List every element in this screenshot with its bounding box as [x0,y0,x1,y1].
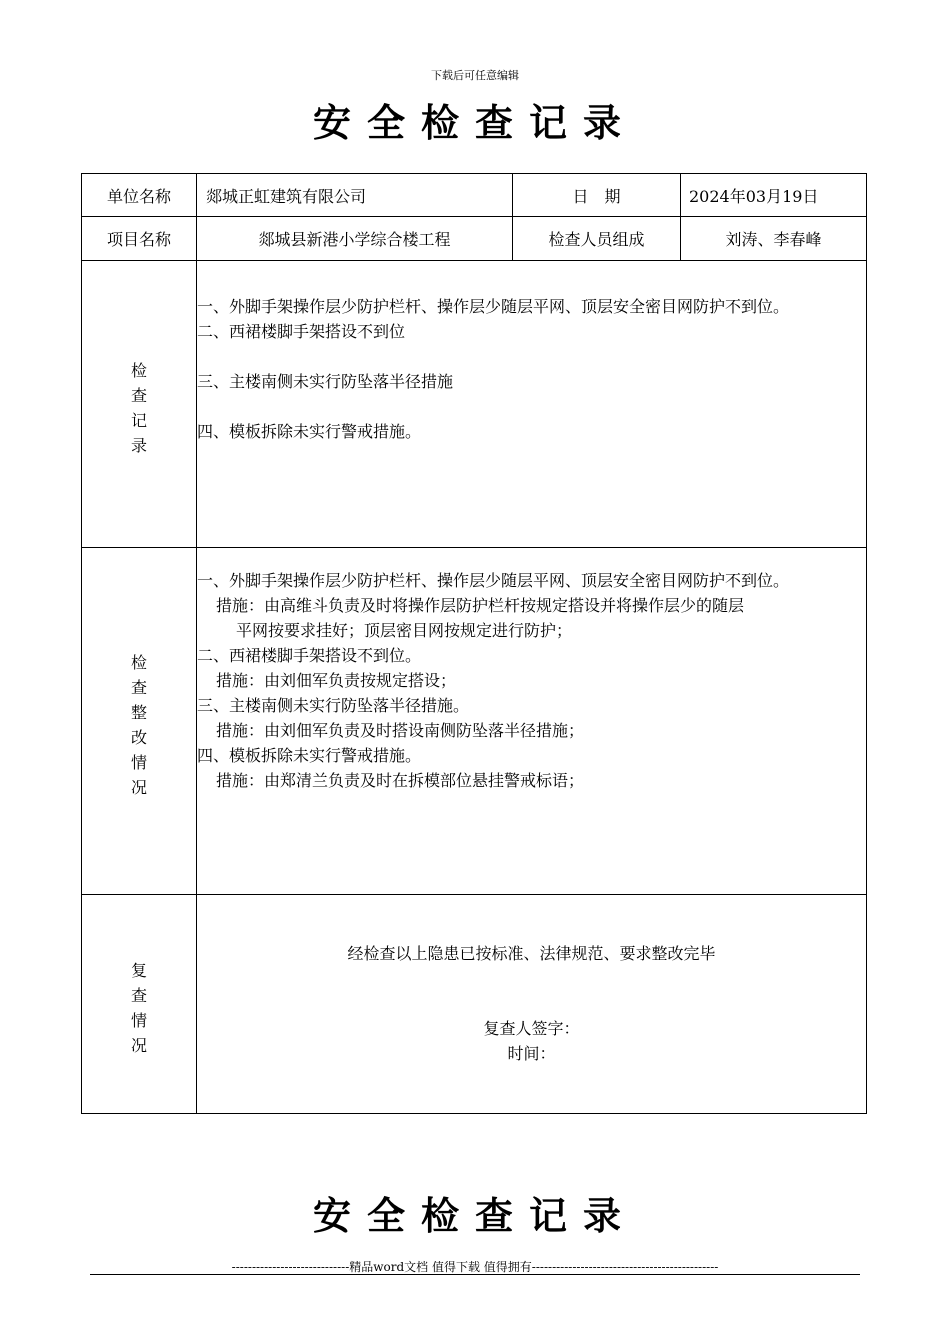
rectify-measure: 措施：由郑清兰负责及时在拆模部位悬挂警戒标语； [216,771,585,790]
unit-label: 单位名称 [82,174,197,217]
review-label: 复 查 情 况 [82,895,197,1114]
record-item: 二、西裙楼脚手架搭设不到位 [197,322,406,341]
rectify-measure: 措施：由高维斗负责及时将操作层防护栏杆按规定搭设并将操作层少的随层 平网按要求挂好；顶层密目网按规定进行防护； [216,596,745,640]
reviewer-signature-label: 复查人签字： [483,1019,580,1038]
review-text: 经检查以上隐患已按标准、法律规范、要求整改完毕 [347,944,716,963]
review-content [197,895,867,1114]
rectify-content [197,548,867,895]
rectify-label: 检 查 整 改 情 况 [82,548,197,895]
rectify-issue: 四、模板拆除未实行警戒措施。 [197,746,422,765]
rectify-measure: 措施：由刘佃军负责及时搭设南侧防坠落半径措施； [216,721,585,740]
inspectors-value: 刘涛、李春峰 [681,217,867,261]
record-label: 检 查 记 录 [82,261,197,548]
record-item: 四、模板拆除未实行警戒措施。 [197,422,422,441]
footer-divider [90,1274,860,1275]
rectify-issue: 三、主楼南侧未实行防坠落半径措施。 [197,696,470,715]
review-time-label: 时间： [507,1044,556,1063]
record-item: 一、外脚手架操作层少防护栏杆、操作层少随层平网、顶层安全密目网防护不到位。 [197,297,790,316]
unit-value: 郯城正虹建筑有限公司 [197,174,513,217]
page-title: 安全检查记录 [312,100,637,145]
inspectors-label: 检查人员组成 [513,217,681,261]
project-value: 郯城县新港小学综合楼工程 [197,217,513,261]
rectify-row [82,548,867,895]
rectify-measure: 措施：由刘佃军负责按规定搭设； [216,671,457,690]
record-item: 三、主楼南侧未实行防坠落半径措施 [197,372,454,391]
unit-row [82,174,867,217]
header-note: 下载后可任意编辑 [431,69,519,82]
project-label: 项目名称 [82,217,197,261]
project-row [82,217,867,261]
footer-note: -----------------------------精品word文档 值得下载 值得拥有---------------------------------------------- [231,1260,719,1274]
record-row [82,261,867,548]
date-value: 2024年03月19日 [681,174,867,217]
review-row [82,895,867,1114]
inspection-record-table [81,173,867,1114]
rectify-issue: 二、西裙楼脚手架搭设不到位。 [197,646,422,665]
page-title-repeat: 安全检查记录 [312,1193,637,1238]
date-label: 日 期 [513,174,681,217]
rectify-issue: 一、外脚手架操作层少防护栏杆、操作层少随层平网、顶层安全密目网防护不到位。 [197,571,790,590]
record-content [197,261,867,548]
